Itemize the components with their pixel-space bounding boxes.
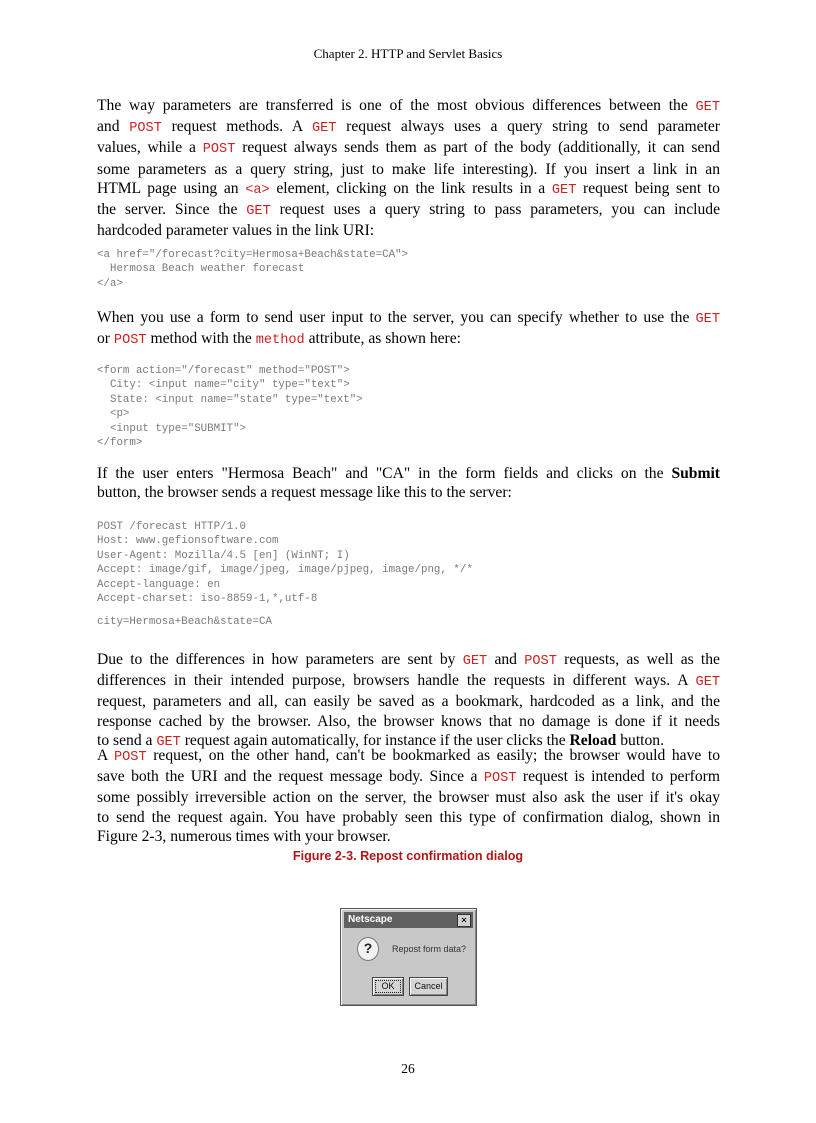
keyword: POST: [483, 771, 517, 787]
ok-button: OK: [372, 977, 404, 996]
keyword: POST: [113, 333, 147, 349]
close-icon: ×: [457, 914, 471, 927]
dialog-message: Repost form data?: [392, 944, 467, 954]
keyword: GET: [695, 675, 721, 691]
text: If the user enters "Hermosa Beach" and "CA" in the form fields and clicks on the: [97, 465, 664, 482]
code-block-link: <a href="/forecast?city=Hermosa+Beach&state=CA"> Hermosa Beach weather forecast </a>: [97, 249, 409, 290]
paragraph-line: [97, 329, 720, 350]
question-icon: ?: [357, 937, 379, 961]
cancel-button: Cancel: [409, 977, 448, 996]
keyword: <a>: [245, 182, 270, 198]
keyword: GET: [156, 734, 181, 750]
text: attribute, as shown here:: [308, 330, 462, 348]
keyword: GET: [551, 182, 577, 198]
text: requests, as well as the: [564, 651, 720, 668]
text: request always sends them as part of the body (additionally, it can send: [242, 139, 720, 157]
text: or: [97, 330, 110, 348]
figure-caption: Figure 2-3. Repost confirmation dialog: [292, 849, 524, 863]
keyword: method: [255, 333, 305, 349]
paragraph-line: [97, 767, 720, 788]
text: and: [97, 118, 120, 136]
paragraph-line: some parameters as a query string, just to make life interesting). If you insert a link in an: [97, 160, 720, 178]
keyword: GET: [695, 312, 720, 327]
keyword: POST: [113, 750, 147, 765]
text: save both the URI and the request message body. Since a: [97, 768, 478, 786]
dialog-title: Netscape: [348, 914, 393, 925]
paragraph-line: [97, 464, 720, 483]
paragraph-5: [97, 746, 720, 846]
text: to send a: [97, 731, 153, 749]
paragraph-line: [97, 308, 720, 329]
keyword: GET: [462, 654, 488, 669]
dialog-titlebar: [344, 912, 473, 928]
code-block-request: POST /forecast HTTP/1.0 Host: www.gefionsoftware.com User-Agent: Mozilla/4.5 [en] (WinNT; I) Accept: image/gif, image/jpeg, image/pjpeg, image/png, */* Accept-language: en Accept-charset: iso-8859-1,*,utf-8: [97, 521, 473, 606]
paragraph-line: request, parameters and all, can easily be saved as a bookmark, hardcoded as a link, and the: [97, 693, 720, 711]
running-header: Chapter 2. HTTP and Servlet Basics: [313, 46, 503, 61]
text: differences in their intended purpose, browsers handle the requests in different ways. A: [97, 672, 688, 690]
paragraph-line: [97, 179, 720, 200]
paragraph-line: [97, 138, 720, 159]
text: element, clicking on the link results in a: [276, 179, 546, 197]
keyword: POST: [202, 142, 236, 158]
bold-term: Submit: [671, 465, 720, 482]
paragraph-line: [97, 671, 720, 692]
paragraph-1: [97, 96, 720, 240]
paragraph-line: [97, 117, 720, 138]
paragraph-4: [97, 650, 720, 752]
paragraph-line: button, the browser sends a request message like this to the server:: [97, 484, 512, 502]
keyword: GET: [311, 121, 337, 137]
text: request methods. A: [171, 118, 303, 136]
text: button.: [620, 731, 664, 749]
paragraph-line: [97, 96, 720, 117]
repost-dialog-figure: [340, 908, 477, 1006]
keyword: POST: [129, 121, 162, 137]
text: Due to the differences in how parameters are sent by: [97, 651, 456, 668]
text: request is intended to perform: [522, 768, 720, 786]
keyword: GET: [695, 100, 720, 115]
bold-term: Reload: [569, 731, 617, 749]
paragraph-line: [97, 746, 720, 767]
paragraph-line: some possibly irreversible action on the server, the browser must also ask the user if it's okay: [97, 789, 720, 807]
paragraph-line: to send the request again. You have probably seen this type of confirmation dialog, shown in: [97, 808, 720, 826]
text: request being sent to: [583, 179, 720, 197]
paragraph-line: hardcoded parameter values in the link URI:: [97, 222, 375, 240]
keyword: POST: [524, 654, 557, 669]
text: method with the: [150, 330, 252, 348]
keyword: GET: [246, 204, 271, 220]
paragraph-3: [97, 464, 720, 502]
text: A: [97, 747, 108, 764]
text: and: [494, 651, 517, 668]
text: the server. Since the: [97, 201, 238, 219]
text: request again automatically, for instance if the user clicks the: [184, 731, 566, 749]
code-block-body: city=Hermosa+Beach&state=CA: [97, 616, 272, 628]
paragraph-line: response cached by the browser. Also, the browser knows that no damage is done if it needs: [97, 712, 720, 730]
page-number: 26: [401, 1061, 415, 1076]
text: request, on the other hand, can't be bookmarked as easily; the browser would have to: [153, 747, 720, 764]
text: request uses a query string to pass parameters, you can include: [279, 201, 720, 219]
text: HTML page using an: [97, 179, 239, 197]
text: request always uses a query string to send parameter: [346, 118, 720, 136]
paragraph-line: [97, 650, 720, 671]
code-block-form: <form action="/forecast" method="POST"> City: <input name="city" type="text"> State: <input name="state" type="text"> <p> <input type="SUBMIT"> </form>: [97, 365, 363, 450]
paragraph-line: Figure 2-3, numerous times with your browser.: [97, 827, 391, 845]
text: The way parameters are transferred is one of the most obvious differences between the: [97, 97, 688, 114]
paragraph-line: [97, 200, 720, 221]
text: values, while a: [97, 139, 196, 157]
paragraph-2: [97, 308, 720, 350]
text: When you use a form to send user input to the server, you can specify whether to use the: [97, 309, 690, 326]
